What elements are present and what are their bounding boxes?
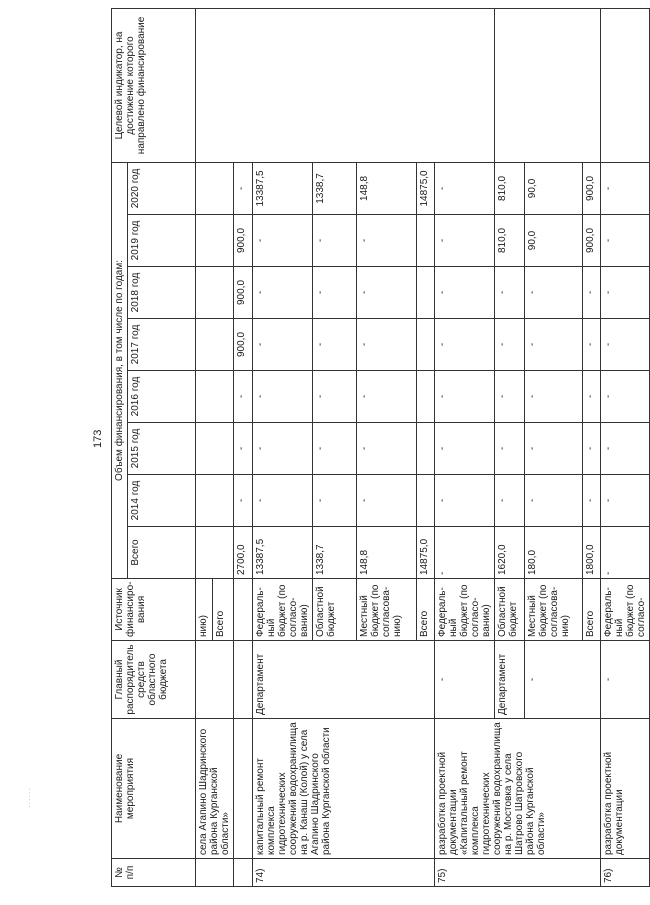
row-year: - — [313, 475, 357, 527]
row-year: - — [313, 371, 357, 423]
header-admin: Главный распорядитель средств областного бюджета — [112, 641, 196, 719]
financing-table — [111, 8, 650, 887]
row-year: - — [234, 162, 253, 214]
row-year: 810,0 — [495, 215, 525, 267]
row-year: 1338,7 — [313, 162, 357, 214]
row-source — [234, 579, 253, 641]
row-year: - — [234, 475, 253, 527]
header-name: Наименование мероприятия — [112, 719, 196, 859]
row-year: - — [525, 475, 583, 527]
row-year — [417, 371, 435, 423]
row-year: - — [525, 371, 583, 423]
row-source: нию) — [196, 579, 213, 641]
row-indicator — [601, 8, 650, 162]
row-total: - — [435, 527, 495, 579]
row-year — [417, 423, 435, 475]
row-name: разработка проектной документации — [601, 719, 650, 859]
row-year: - — [435, 475, 495, 527]
row-total: 148,8 — [357, 527, 417, 579]
row-year: 900,0 — [234, 215, 253, 267]
header-row-top — [112, 8, 128, 886]
row-year: - — [583, 267, 601, 319]
header-indicator: Целевой индикатор, на достижение которого направлено финансирование — [112, 8, 196, 162]
row-year: - — [357, 475, 417, 527]
row-year: - — [525, 319, 583, 371]
row-year — [196, 319, 234, 371]
row-total: 2700,0 — [234, 527, 253, 579]
row-source: Местный бюджет (по согласова-нию) — [525, 579, 583, 641]
row-year — [417, 319, 435, 371]
row-year: - — [253, 215, 313, 267]
row-source: Федераль-ный бюджет (по согласо-ванию) — [253, 579, 313, 641]
row-year: - — [583, 475, 601, 527]
row-year: 900,0 — [234, 319, 253, 371]
row-year: - — [253, 371, 313, 423]
row-year: - — [357, 267, 417, 319]
row-num — [196, 859, 234, 887]
row-total: 1800,0 — [583, 527, 601, 579]
rotated-table-sheet — [111, 16, 647, 887]
row-year: - — [495, 423, 525, 475]
row-year: - — [601, 423, 650, 475]
row-num — [234, 859, 253, 887]
row-total: 1620,0 — [495, 527, 525, 579]
row-year — [196, 371, 234, 423]
header-year: 2014 год — [128, 475, 196, 527]
row-year: - — [234, 371, 253, 423]
row-year: - — [313, 423, 357, 475]
row-total: 180,0 — [525, 527, 583, 579]
row-admin: - — [601, 641, 650, 719]
row-year: - — [253, 423, 313, 475]
row-year — [417, 267, 435, 319]
row-admin: Департамент — [253, 641, 435, 719]
row-total: 13387,5 — [253, 527, 313, 579]
row-year: - — [435, 267, 495, 319]
row-year: - — [601, 319, 650, 371]
row-year: - — [601, 267, 650, 319]
row-year — [196, 267, 234, 319]
row-year: - — [583, 371, 601, 423]
row-year: - — [313, 319, 357, 371]
row-year: - — [357, 423, 417, 475]
row-year: - — [253, 319, 313, 371]
row-year: - — [495, 371, 525, 423]
header-year: 2019 год — [128, 215, 196, 267]
row-year: 14875,0 — [417, 162, 435, 214]
row-year — [196, 475, 234, 527]
header-year: 2017 год — [128, 319, 196, 371]
header-source: Источник финансиро-вания — [112, 579, 196, 641]
row-year: - — [357, 215, 417, 267]
row-year: - — [435, 162, 495, 214]
table-row — [601, 8, 650, 886]
row-year — [196, 162, 234, 214]
row-year: 90,0 — [525, 215, 583, 267]
row-num: 75) — [435, 859, 601, 887]
row-total: 14875,0 — [417, 527, 435, 579]
row-total — [196, 527, 234, 579]
row-admin — [234, 641, 253, 719]
row-year: - — [357, 319, 417, 371]
row-indicator — [196, 8, 495, 162]
header-num: № п/п — [112, 859, 196, 887]
row-year: - — [525, 423, 583, 475]
header-year: 2015 год — [128, 423, 196, 475]
row-year: 810,0 — [495, 162, 525, 214]
row-year: - — [435, 423, 495, 475]
row-name — [234, 719, 253, 859]
row-name: разработка проектной документации «Капитальный ремонт комплекса гидротехнических сооружений водохранилища на р. Мостовка у села Шатрово Шатровского района Курганской области» — [435, 719, 601, 859]
page-number: 173 — [92, 429, 104, 448]
table-row — [196, 8, 213, 886]
row-year: - — [435, 319, 495, 371]
row-year: - — [234, 423, 253, 475]
row-year: - — [313, 267, 357, 319]
row-year: - — [601, 162, 650, 214]
row-source: Областной бюджет — [313, 579, 357, 641]
row-year: - — [435, 215, 495, 267]
row-year: - — [601, 371, 650, 423]
row-year: - — [601, 215, 650, 267]
row-year: 148,8 — [357, 162, 417, 214]
row-source: Федераль-ный бюджет (по согласо-ванию) — [435, 579, 495, 641]
row-year: - — [357, 371, 417, 423]
row-year: - — [495, 267, 525, 319]
row-year — [196, 215, 234, 267]
header-volume: Объем финансирования, в том числе по годам: — [112, 162, 128, 578]
row-num: 74) — [253, 859, 435, 887]
row-year: - — [495, 319, 525, 371]
row-year: - — [601, 475, 650, 527]
row-year — [417, 215, 435, 267]
row-year — [417, 475, 435, 527]
row-year: - — [253, 267, 313, 319]
row-year: - — [495, 475, 525, 527]
row-year: 13387,5 — [253, 162, 313, 214]
row-source: Всего — [583, 579, 601, 641]
row-admin: - — [525, 641, 601, 719]
header-year: 2018 год — [128, 267, 196, 319]
row-total: - — [601, 527, 650, 579]
row-source: Местный бюджет (по согласова-нию) — [357, 579, 417, 641]
row-year: - — [313, 215, 357, 267]
row-admin — [196, 641, 234, 719]
row-year: 900,0 — [234, 267, 253, 319]
header-total: Всего — [128, 527, 196, 579]
row-year — [196, 423, 234, 475]
row-year: - — [253, 475, 313, 527]
row-year: 900,0 — [583, 162, 601, 214]
row-source: Федераль-ный бюджет (по согласо- — [601, 579, 650, 641]
row-admin: Департамент — [495, 641, 525, 719]
row-source: Всего — [417, 579, 435, 641]
row-source: Областной бюджет — [495, 579, 525, 641]
row-num: 76) — [601, 859, 650, 887]
row-year: - — [583, 423, 601, 475]
faint-stamp: ...... — [22, 786, 32, 808]
row-name: села Агапино Шадринского района Курганской области» — [196, 719, 234, 859]
row-source: Всего — [213, 579, 234, 641]
row-total: 1338,7 — [313, 527, 357, 579]
row-year: - — [583, 319, 601, 371]
row-year: - — [525, 267, 583, 319]
row-name: капитальный ремонт комплекса гидротехнических сооружений водохранилища на р. Канаш (Колой) у села Агапино Шадринского района Курганской области — [253, 719, 435, 859]
row-year: - — [435, 371, 495, 423]
row-admin: - — [435, 641, 495, 719]
row-year: 900,0 — [583, 215, 601, 267]
header-year: 2020 год — [128, 162, 196, 214]
row-year: 90,0 — [525, 162, 583, 214]
header-year: 2016 год — [128, 371, 196, 423]
